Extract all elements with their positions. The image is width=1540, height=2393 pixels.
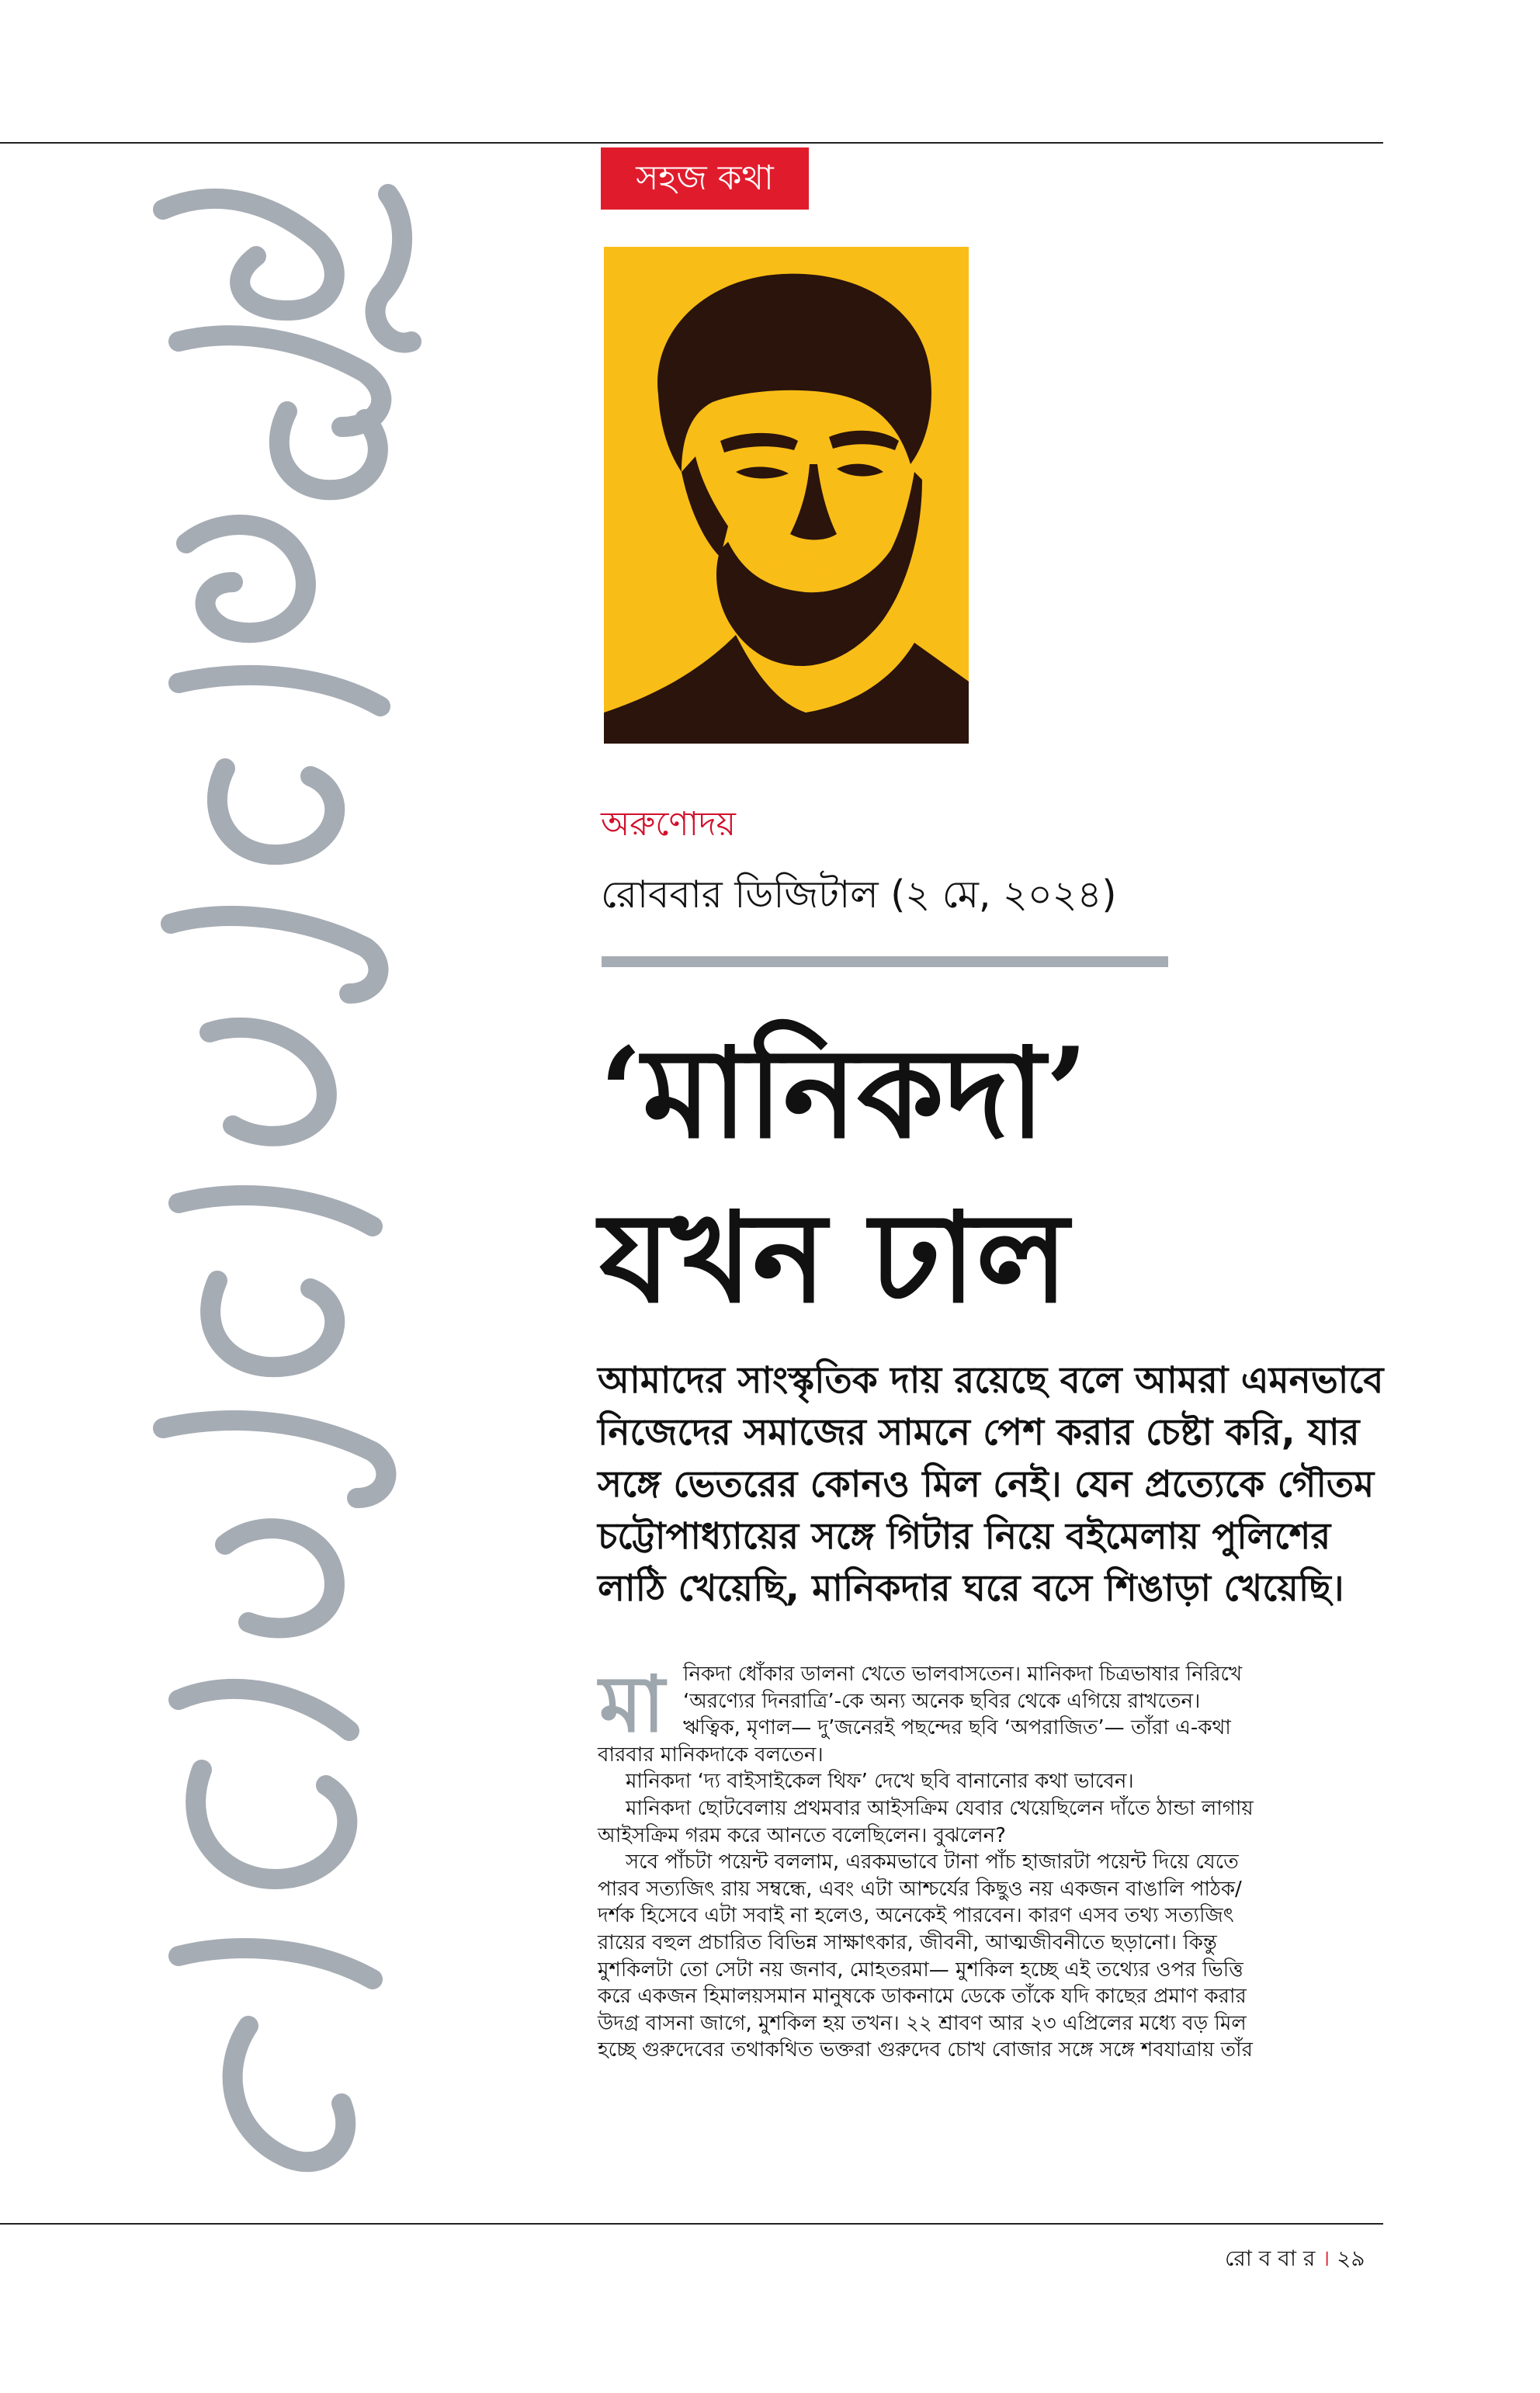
publication-line: রোববার ডিজিটাল (২ মে, ২০২৪) xyxy=(601,872,1117,917)
headline-line-1: ‘মানিকদা’ xyxy=(599,1020,1089,1166)
page-footer xyxy=(1225,2242,1365,2278)
title-divider xyxy=(602,956,1168,967)
standfirst-line: আমাদের সাংস্কৃতিক দায় রয়েছে বলে আমরা এমনভাবে xyxy=(598,1359,1384,1402)
body-line: সবে পাঁচটা পয়েন্ট বললাম, এরকমভাবে টানা পাঁচ হাজারটা পয়েন্ট দিয়ে যেতে xyxy=(626,1850,1239,1875)
body-line: পারব সত্যজিৎ রায় সম্বন্ধে, এবং এটা আশ্চর্যের কিছুও নয় একজন বাঙালি পাঠক/ xyxy=(598,1877,1242,1901)
body-line: আইসক্রিম গরম করে আনতে বলেছিলেন। বুঝলেন? xyxy=(598,1823,1006,1847)
body-line: দর্শক হিসেবে এটা সবাই না হলেও, অনেকেই পারবেন। কারণ এসব তথ্য সত্যজিৎ xyxy=(598,1904,1234,1928)
body-line: রায়ের বহুল প্রচারিত বিভিন্ন সাক্ষাৎকার, জীবনী, আত্মজীবনীতে ছড়ানো। কিন্তু xyxy=(598,1930,1217,1954)
body-line: করে একজন হিমালয়সমান মানুষকে ডাকনামে ডেকে তাঁকে যদি কাছের প্রমাণ করার xyxy=(598,1985,1247,2009)
calligraphy-column-title xyxy=(132,179,442,2204)
drop-cap: মা xyxy=(599,1658,665,1750)
page-number: ২৯ xyxy=(1337,2246,1365,2271)
standfirst-line: সঙ্গে ভেতরের কোনও মিল নেই। যেন প্রত্যেকে গৌতম xyxy=(598,1463,1375,1506)
article-body xyxy=(598,1658,1389,2064)
headline-line-2: যখন ঢাল xyxy=(599,1184,1069,1330)
body-line: বারবার মানিকদাকে বলতেন। xyxy=(598,1743,824,1767)
body-line: মানিকদা ‘দ্য বাইসাইকেল থিফ’ দেখে ছবি বানানোর কথা ভাবেন। xyxy=(626,1770,1134,1794)
body-line: উদগ্র বাসনা জাগে, মুশকিল হয় তখন। ২২ শ্রাবণ আর ২৩ এপ্রিলের মধ্যে বড় মিল xyxy=(598,2011,1247,2035)
footer-separator: । xyxy=(1322,2246,1330,2271)
body-line: নিকদা ধোঁকার ডালনা খেতে ভালবাসতেন। মানিকদা চিত্রভাষার নিরিখে xyxy=(683,1663,1243,1686)
standfirst xyxy=(598,1354,1389,1614)
top-rule xyxy=(0,142,1383,144)
body-line: মুশকিলটা তো সেটা নয় জনাব, মোহতরমা— মুশকিল হচ্ছে এই তথ্যের ওপর ভিত্তি xyxy=(598,1958,1243,1982)
bottom-rule xyxy=(0,2223,1383,2225)
section-tag: সহজ কথা xyxy=(601,147,809,210)
body-line: ঋত্বিক, মৃণাল— দু’জনেরই পছন্দের ছবি ‘অপরাজিত’— তাঁরা এ-কথা xyxy=(683,1716,1231,1740)
standfirst-line: চট্টোপাধ্যায়ের সঙ্গে গিটার নিয়ে বইমেলায় পুলিশের xyxy=(598,1515,1331,1558)
standfirst-line: লাঠি খেয়েছি, মানিকদার ঘরে বসে শিঙাড়া খেয়েছি। xyxy=(598,1567,1344,1610)
footer-magazine-name: রো ব বা র xyxy=(1225,2246,1316,2271)
body-line: হচ্ছে গুরুদেবের তথাকথিত ভক্তরা গুরুদেব চোখ বোজার সঙ্গে সঙ্গে শবযাত্রায় তাঁর xyxy=(598,2038,1253,2062)
author-portrait xyxy=(604,247,969,744)
standfirst-line: নিজেদের সমাজের সামনে পেশ করার চেষ্টা করি, যার xyxy=(598,1411,1360,1454)
body-line: মানিকদা ছোটবেলায় প্রথমবার আইসক্রিম যেবার খেয়েছিলেন দাঁতে ঠান্ডা লাগায় xyxy=(626,1796,1254,1820)
body-line: ‘অরণ্যের দিনরাত্রি’-কে অন্য অনেক ছবির থেকে এগিয়ে রাখতেন। xyxy=(683,1689,1201,1713)
author-name: অরুণোদয় xyxy=(601,805,736,844)
